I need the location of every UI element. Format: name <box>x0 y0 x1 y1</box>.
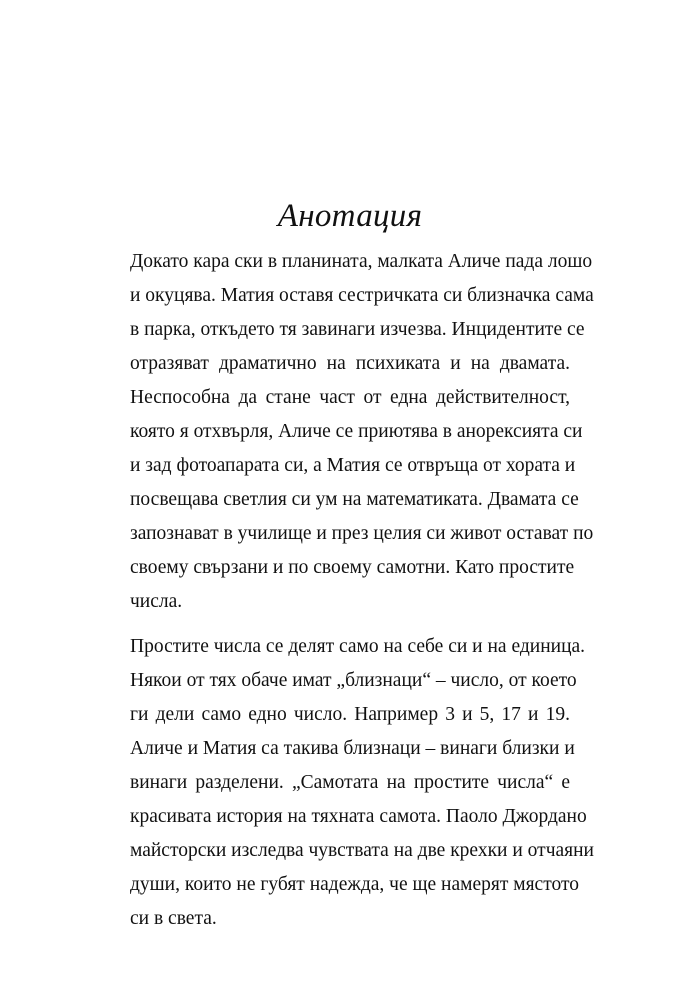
text-line: запознават в училище и през целия си живот остават по <box>130 523 594 544</box>
text-line: която я отхвърля, Аличе се приютява в анорексията си <box>130 421 583 442</box>
text-line: си в света. <box>130 908 217 929</box>
text-line: и зад фотоапарата си, а Матия се отвръща от хората и <box>130 455 576 476</box>
text-line: отразяват драматично на психиката и на двамата. <box>130 353 570 374</box>
page-title: Анотация <box>277 198 423 234</box>
text-line: числа. <box>130 591 183 612</box>
text-line: красивата история на тяхната самота. Паоло Джордано <box>130 806 587 827</box>
text-line: ги дели само едно число. Например 3 и 5, 17 и 19. <box>130 704 570 725</box>
text-line: Аличе и Матия са такива близнаци – винаги близки и <box>130 738 575 759</box>
text-line: и окуцява. Матия оставя сестричката си близначка сама <box>130 285 594 306</box>
text-line: винаги разделени. „Самотата на простите числа“ е <box>130 772 570 793</box>
text-line: души, които не губят надежда, че ще намерят мястото <box>130 874 579 895</box>
text-line: Някои от тях обаче имат „близнаци“ – число, от което <box>130 670 577 691</box>
text-line: Простите числа се делят само на себе си и на единица. <box>130 636 586 657</box>
text-line: своему свързани и по своему самотни. Като простите <box>130 557 575 578</box>
text-line: майсторски изследва чувствата на две крехки и отчаяни <box>130 840 594 861</box>
text-line: Докато кара ски в планината, малката Аличе пада лошо <box>130 251 593 272</box>
text-line: посвещава светлия си ум на математиката. Двамата се <box>130 489 579 510</box>
text-line: Неспособна да стане част от една действителност, <box>130 387 570 408</box>
text-line: в парка, откъдето тя завинаги изчезва. Инцидентите се <box>130 319 585 340</box>
